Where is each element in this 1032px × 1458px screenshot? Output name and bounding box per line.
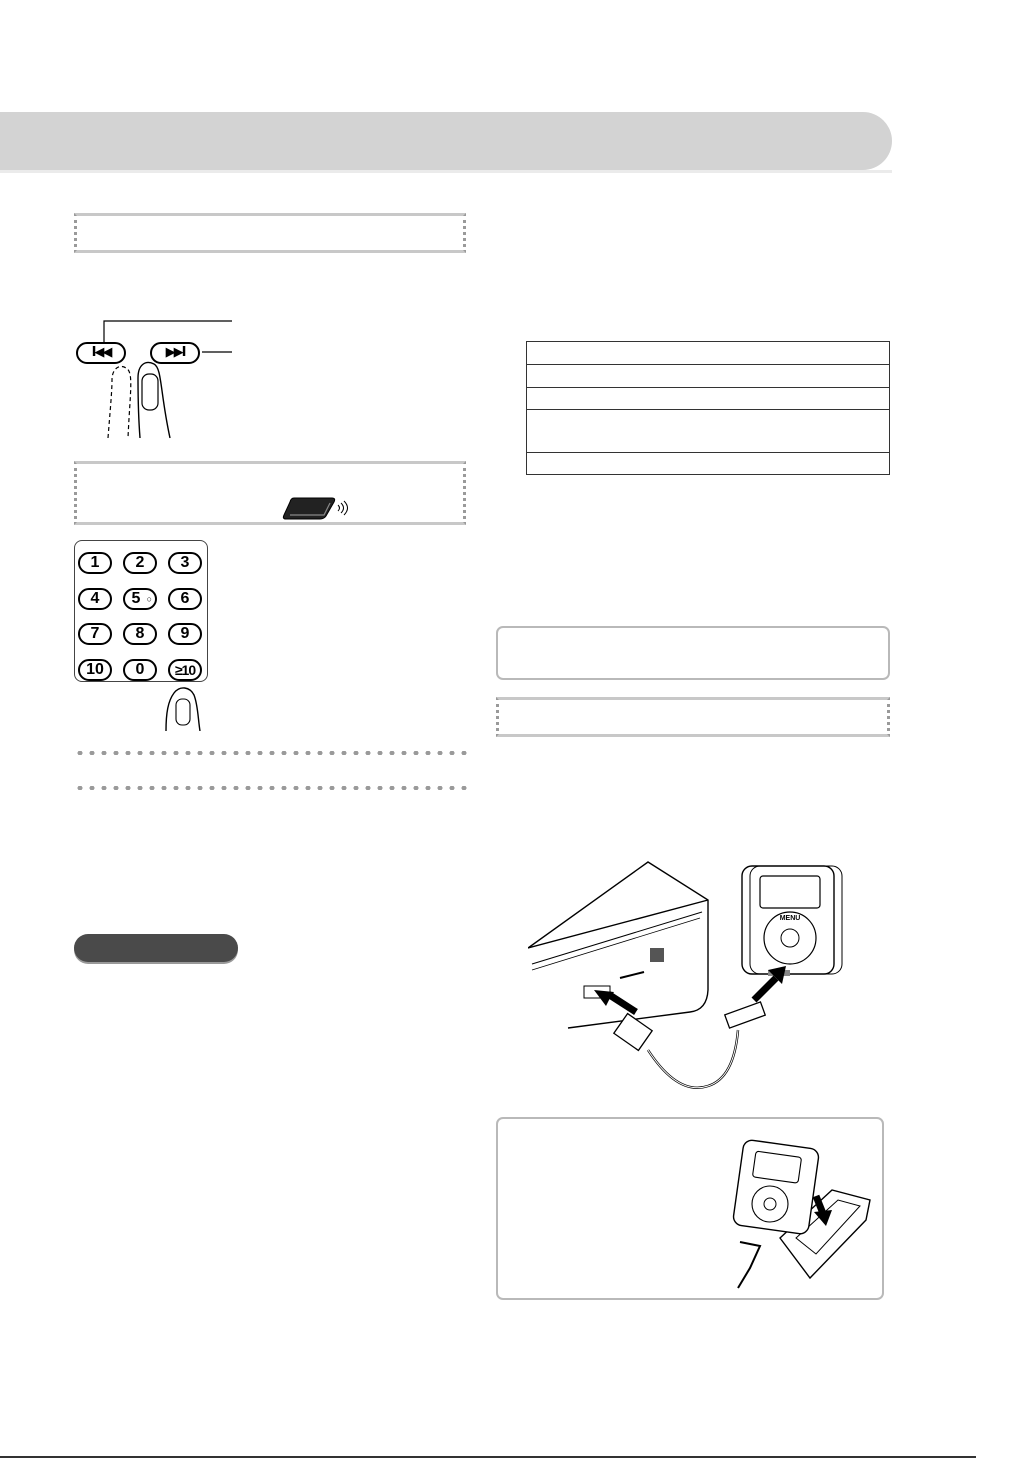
key-7[interactable]: 7 bbox=[78, 623, 112, 645]
table-cell bbox=[527, 453, 890, 475]
next-track-button[interactable]: ▶▶I bbox=[150, 342, 200, 364]
key-5[interactable] bbox=[123, 588, 157, 610]
finger-icon bbox=[108, 367, 131, 439]
table-row bbox=[527, 365, 890, 388]
key-2[interactable]: 2 bbox=[123, 552, 157, 574]
key-plus-10[interactable]: ≥10 bbox=[168, 659, 202, 681]
dotted-separator bbox=[74, 751, 468, 755]
key-4[interactable]: 4 bbox=[78, 588, 112, 610]
key-9[interactable]: 9 bbox=[168, 623, 202, 645]
note-box bbox=[496, 626, 890, 680]
remote-signal-icon bbox=[280, 494, 354, 522]
table-cell bbox=[527, 342, 890, 365]
heading-box-skip bbox=[74, 213, 466, 253]
info-table bbox=[526, 341, 890, 475]
key-10[interactable]: 10 bbox=[78, 659, 112, 681]
table-cell bbox=[527, 388, 890, 410]
table-row bbox=[527, 453, 890, 475]
ipod-icon bbox=[742, 866, 842, 976]
ipod-connection-illustration bbox=[528, 860, 858, 1096]
table-row bbox=[527, 410, 890, 453]
ipod-stand-icon bbox=[720, 1138, 882, 1298]
table-row bbox=[527, 388, 890, 410]
ipod-menu-label: MENU bbox=[779, 915, 801, 922]
key-1[interactable]: 1 bbox=[78, 552, 112, 574]
table-row bbox=[527, 342, 890, 365]
arrow-icon bbox=[754, 978, 776, 1000]
key-5-label: 5 bbox=[131, 590, 141, 607]
key-0[interactable]: 0 bbox=[123, 659, 157, 681]
key-8[interactable]: 8 bbox=[123, 623, 157, 645]
key-3[interactable]: 3 bbox=[168, 552, 202, 574]
finger-icon bbox=[160, 683, 206, 731]
skip-buttons-illustration bbox=[74, 312, 244, 440]
heading-box-direct-select bbox=[74, 461, 466, 525]
table-cell bbox=[527, 365, 890, 388]
key-5-dot: ○ bbox=[146, 594, 152, 604]
dotted-separator bbox=[74, 786, 468, 790]
section-title-band bbox=[0, 112, 892, 170]
table-cell bbox=[527, 410, 890, 453]
key-6[interactable]: 6 bbox=[168, 588, 202, 610]
note-pill-label bbox=[74, 934, 238, 962]
heading-box-connect bbox=[496, 697, 890, 737]
previous-track-button[interactable]: I◀◀ bbox=[76, 342, 126, 364]
